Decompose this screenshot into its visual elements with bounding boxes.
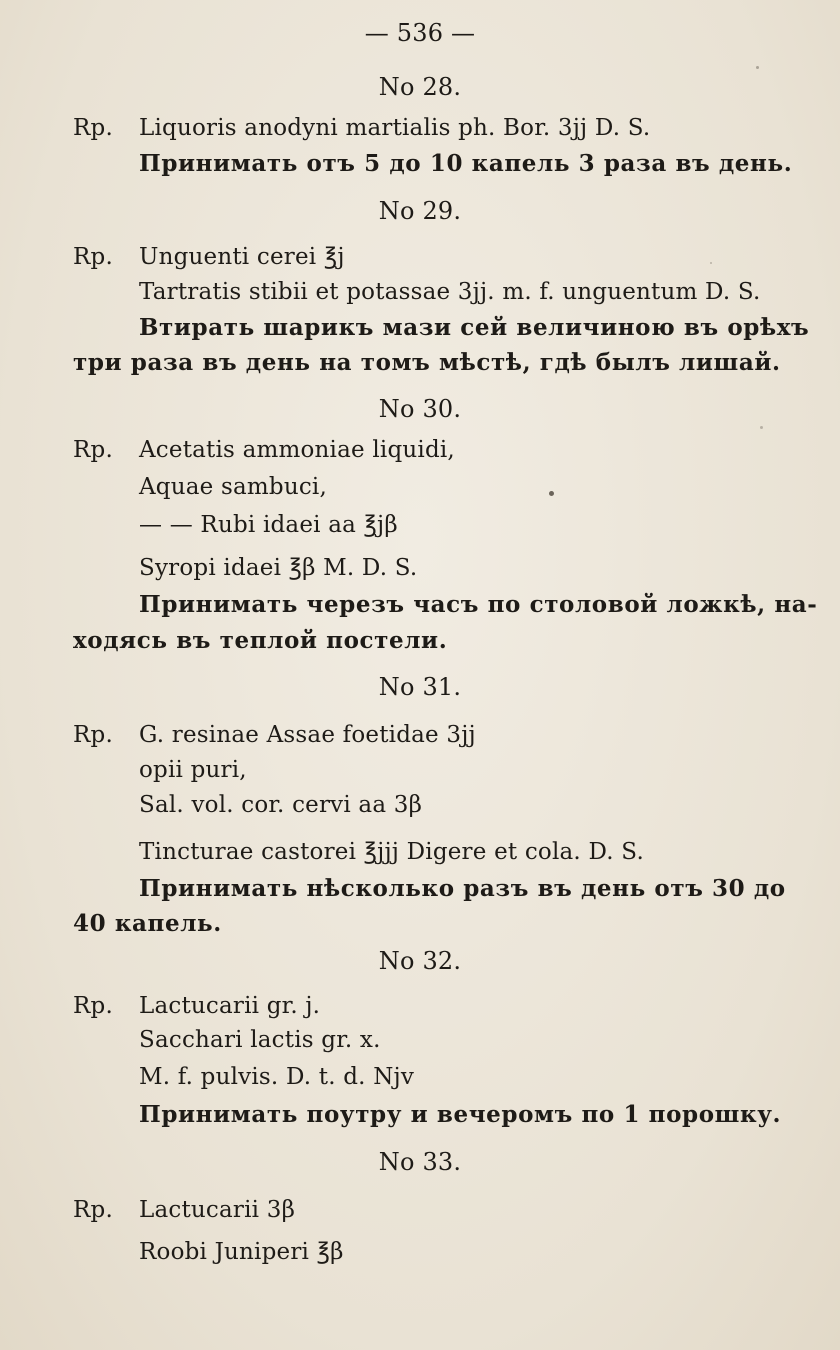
- prescription-number: No 31.: [378, 673, 462, 701]
- rp-label: Rp.: [73, 1197, 113, 1223]
- prescription-line: Sal. vol. cor. cervi aa 3β: [139, 792, 423, 818]
- prescription-number: No 33.: [378, 1148, 462, 1176]
- prescription-line: Tincturae castorei ℥jjj Digere et cola. D. S.: [139, 839, 644, 865]
- paper-speck: [756, 66, 759, 69]
- rp-label: Rp.: [73, 244, 113, 270]
- prescription-line: opii puri,: [139, 757, 247, 783]
- prescription-line: ходясь въ теплой постели.: [73, 627, 448, 654]
- page-number: — 536 —: [364, 19, 476, 47]
- prescription-line: Syropi idaei ℥β M. D. S.: [139, 555, 418, 581]
- prescription-line: Unguenti cerei ℥j: [139, 244, 345, 270]
- prescription-line: Принимать отъ 5 до 10 капель 3 раза въ день.: [139, 150, 793, 177]
- prescription-line: Sacchari lactis gr. x.: [139, 1027, 381, 1053]
- prescription-line: M. f. pulvis. D. t. d. Njv: [139, 1064, 415, 1090]
- prescription-line: Acetatis ammoniae liquidi,: [139, 437, 455, 463]
- prescription-line: Принимать нѣсколько разъ въ день отъ 30 до: [139, 875, 786, 902]
- prescription-line: Втирать шарикъ мази сей величиною въ орѣхъ: [139, 314, 810, 341]
- prescription-line: Roobi Juniperi ℥β: [139, 1239, 344, 1265]
- prescription-line: Lactucarii 3β: [139, 1197, 296, 1223]
- prescription-number: No 28.: [378, 73, 462, 101]
- prescription-line: G. resinae Assae foetidae 3jj: [139, 722, 476, 748]
- prescription-line: Принимать поутру и вечеромъ по 1 порошку.: [139, 1101, 782, 1128]
- prescription-number: No 30.: [378, 395, 462, 423]
- rp-label: Rp.: [73, 437, 113, 463]
- prescription-number: No 32.: [378, 947, 462, 975]
- paper-speck: [549, 491, 554, 496]
- rp-label: Rp.: [73, 993, 113, 1019]
- prescription-line: Lactucarii gr. j.: [139, 993, 321, 1019]
- paper-speck: [760, 426, 763, 429]
- prescription-number: No 29.: [378, 197, 462, 225]
- prescription-line: Принимать черезъ часъ по столовой ложкѣ, на-: [139, 591, 818, 618]
- prescription-line: Aquae sambuci,: [139, 474, 327, 500]
- prescription-line: три раза въ день на томъ мѣстѣ, гдѣ былъ лишай.: [73, 349, 781, 376]
- prescription-line: Tartratis stibii et potassae 3jj. m. f. unguentum D. S.: [139, 279, 761, 305]
- paper-speck: [710, 262, 712, 264]
- rp-label: Rp.: [73, 115, 113, 141]
- prescription-line: Liquoris anodyni martialis ph. Bor. 3jj D. S.: [139, 115, 651, 141]
- prescription-line: 40 капель.: [73, 910, 222, 937]
- prescription-line: — — Rubi idaei aa ℥jβ: [139, 512, 398, 538]
- rp-label: Rp.: [73, 722, 113, 748]
